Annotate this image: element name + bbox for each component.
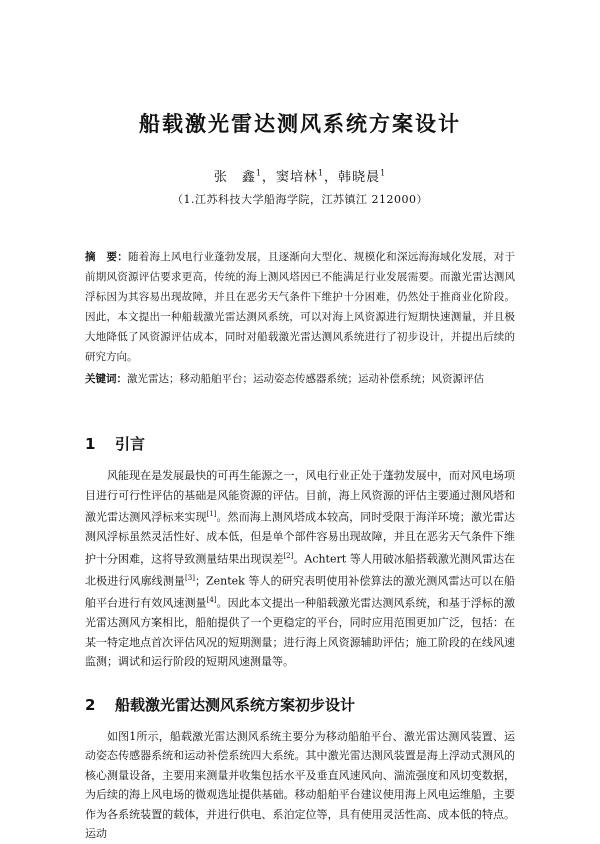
paper-title: 船载激光雷达测风系统方案设计 xyxy=(139,112,461,136)
section-heading-introduction xyxy=(85,433,515,454)
author-affiliation-mark: 1 xyxy=(317,168,325,178)
citation-ref: [2] xyxy=(283,551,294,560)
paragraph-text: 。Achtert 等人用破冰船搭载激光测风雷达在北极进行风廓线测量 xyxy=(85,552,516,588)
design-paragraph: 如图1所示，船载激光雷达测风系统主要分为移动船舶平台、激光雷达测风装置、运动姿态传感器系统和运动补偿系统四大系统。其中激光雷达测风装置是海上浮动式测风的核心测量设备，主要用来测量并收集包括水平及垂直风速风向、湍流强度和风切变数据，为后续的海上风电场的微观选址提供基础。移动船舶平台建议使用海上风电运维船，主要作为各系统装置的载体，并进行供电、系泊定位等，具有使用灵活性高、成本低的特点。运动 xyxy=(85,729,515,841)
section-title: 船载激光雷达测风系统方案初步设计 xyxy=(115,695,356,714)
keywords xyxy=(85,369,515,389)
abstract-text: 随着海上风电行业蓬勃发展，且逐渐向大型化、规模化和深远海海域化发展，对于前期风资源评估要求更高，传统的海上测风塔因已不能满足行业发展需要。而激光雷达测风浮标因为其容易出现故障，并且在恶劣天气条件下维护十分困难，仍然处于推商业化阶段。因此，本文提出一种船载激光雷达测风系统，可以对海上风资源进行短期快速测量，并且极大地降低了风资源评估成本，同时对船载激光雷达测风系统进行了初步设计，并提出后续的研究方向。 xyxy=(85,251,516,363)
author-name: 张 鑫 xyxy=(213,170,256,185)
abstract-label: 摘 要： xyxy=(85,251,129,263)
author-name: 窦培林 xyxy=(275,170,318,185)
citation-ref: [1] xyxy=(206,510,217,518)
affiliation: （1.江苏科技大学船海学院，江苏镇江 212000） xyxy=(172,193,428,206)
paragraph-text: 。因此本文提出一种船载激光雷达测风系统，和基于浮标的激光雷达测风方案相比，船舶提供了一个更稳定的平台，同时应用范围更加广泛，包括：在某一特定地点首次评估风况的短期测量；进行海上风资源辅助评估；施工阶段的在线风速监测；调试和运行阶段的短期风速测量等。 xyxy=(85,596,516,669)
section-heading-design xyxy=(85,694,515,715)
abstract xyxy=(85,247,515,367)
section-number: 2 xyxy=(85,695,96,714)
paragraph-text: 。然而海上测风塔成本较高，同时受限于海洋环境；激光雷达测风浮标虽然灵活性好、成本低，但是单个部件容易出现故障，并且在恶劣天气条件下维护十分困难，这将导致测量结果出现误差 xyxy=(85,510,516,566)
keywords-label: 关键词： xyxy=(85,373,127,385)
section-title: 引言 xyxy=(115,435,146,453)
author-name: 韩晓晨 xyxy=(338,170,381,185)
paragraph-text: ；Zentek 等人的研究表明使用补偿算法的激光测风雷达可以在船舶平台进行有效风速测量 xyxy=(85,574,516,610)
citation-ref: [3] xyxy=(185,573,195,582)
keywords-text: 激光雷达；移动船舶平台；运动姿态传感器系统；运动补偿系统；风资源评估 xyxy=(127,373,484,385)
author-line: 张 鑫$^1$，窦培林$^1$，韩晓晨$^1$ xyxy=(213,168,387,185)
introduction-paragraph xyxy=(85,466,515,672)
paragraph-text: 风能现在是发展最快的可再生能源之一，风电行业正处于蓬勃发展中，而对风电场项目进行可行性评估的基础是风能资源的评估。目前，海上风资源的评估主要通过测风塔和激光雷达测风浮标来实现 xyxy=(85,469,515,524)
author-affiliation-mark: 1 xyxy=(255,168,262,178)
author-affiliation-mark: 1 xyxy=(380,168,387,178)
section-number: 1 xyxy=(85,435,96,453)
citation-ref: [4] xyxy=(206,595,217,604)
